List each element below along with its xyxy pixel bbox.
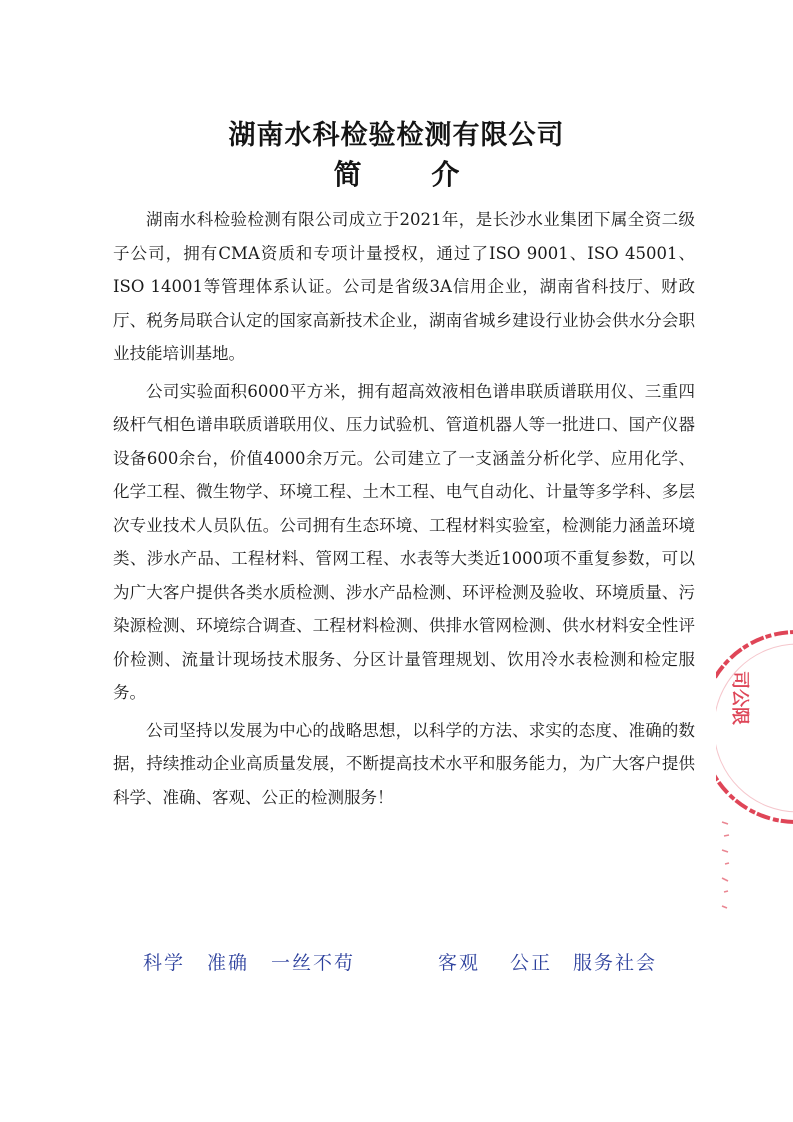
body-text bbox=[113, 203, 695, 814]
motto-item-fair: 公正 bbox=[510, 952, 553, 974]
motto-item-accuracy: 准确 bbox=[207, 952, 250, 974]
company-name-title: 湖南水科检验检测有限公司 bbox=[228, 120, 565, 151]
motto-item-meticulous: 一丝不苟 bbox=[271, 952, 356, 974]
motto-item-science: 科学 bbox=[143, 952, 186, 974]
document-title: 简 介 bbox=[333, 158, 490, 191]
motto-item-service: 服务社会 bbox=[573, 952, 658, 974]
motto-line bbox=[0, 948, 793, 978]
seal-text: 司公限 bbox=[729, 671, 750, 725]
paragraph-intro: 湖南水科检验检测有限公司成立于2021年，是长沙水业集团下属全资二级子公司，拥有CMA资质和专项计量授权，通过了ISO 9001、ISO 45001、ISO 14001等管理体系认证。公司是省级3A信用企业，湖南省科技厅、财政厅、税务局联合认定的国家高新技术企业，湖南省城乡建设行业协会供水分会职业技能培训基地。 bbox=[113, 210, 695, 363]
paragraph-strategy: 公司坚持以发展为中心的战略思想，以科学的方法、求实的态度、准确的数据，持续推动企业高质量发展，不断提高技术水平和服务能力，为广大客户提供科学、准确、客观、公正的检测服务！ bbox=[113, 720, 695, 807]
company-seal-stamp bbox=[716, 622, 793, 922]
paragraph-capabilities: 公司实验面积6000平方米，拥有超高效液相色谱串联质谱联用仪、三重四级杆气相色谱串联质谱联用仪、压力试验机、管道机器人等一批进口、国产仪器设备600余台，价值4000余万元。公司建立了一支涵盖分析化学、应用化学、化学工程、微生物学、环境工程、土木工程、电气自动化、计量等多学科、多层次专业技术人员队伍。公司拥有生态环境、工程材料实验室，检测能力涵盖环境类、涉水产品、工程材料、管网工程、水表等大类近1000项不重复参数，可以为广大客户提供各类水质检测、涉水产品检测、环评检测及验收、环境质量、污染源检测、环境综合调查、工程材料检测、供排水管网检测、供水材料安全性评价检测、流量计现场技术服务、分区计量管理规划、饮用冷水表检测和检定服务。 bbox=[113, 381, 695, 702]
motto-item-objective: 客观 bbox=[438, 952, 481, 974]
